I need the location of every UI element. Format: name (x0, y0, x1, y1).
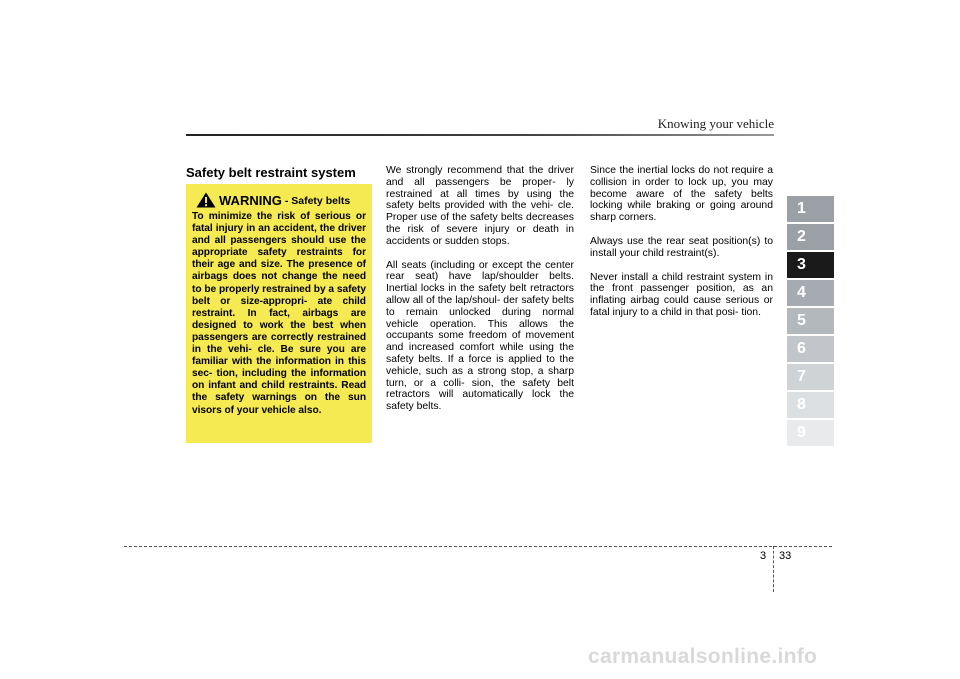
warning-body: To minimize the risk of serious or fatal injury in an accident, the driver and all passengers should use the appropriate safety restraints for their age and size. The presence of airbags does not change the need to be properly restrained by a safety belt or size-appropri- ate child restraint. In fact, airbags are designed to work the best when passengers are correctly restrained in the vehi- cle. Be sure you are familiar with the information in this sec- tion, including the information on infant and child restraints. Read the safety warnings on the sun visors of your vehicle also. (192, 211, 366, 416)
chapter-tab-2[interactable] (787, 224, 834, 250)
footer-divider (773, 546, 774, 592)
chapter-tab-4[interactable] (787, 280, 834, 306)
chapter-tab-7[interactable] (787, 364, 834, 390)
header-title: Knowing your vehicle (657, 116, 774, 131)
col2-paragraph-1: We strongly recommend that the driver and all passengers be proper- ly restrained at all times by using the safety belts provided with the vehi- cle. Proper use of the safety belts decreases the risk of severe injury or death in accidents or sudden stops. (386, 165, 574, 247)
col3-paragraph-2: Always use the rear seat position(s) to install your child restraint(s). (590, 235, 773, 259)
chapter-tab-label: 7 (797, 368, 806, 385)
chapter-tab-label: 6 (797, 340, 806, 357)
section-title: Safety belt restraint system (186, 165, 356, 180)
warning-triangle-icon (196, 192, 216, 208)
chapter-tab-label: 3 (797, 256, 806, 273)
chapter-tab-label: 4 (797, 284, 806, 301)
watermark: carmanualsonline.info (588, 645, 818, 668)
chapter-tab-label: 8 (797, 396, 806, 413)
footer-rule (124, 546, 832, 547)
warning-box (186, 184, 372, 443)
column-2 (386, 165, 574, 425)
chapter-tabs (787, 196, 834, 448)
chapter-tab-label: 9 (797, 424, 806, 441)
chapter-tab-9[interactable] (787, 420, 834, 446)
chapter-tab-8[interactable] (787, 392, 834, 418)
chapter-tab-6[interactable] (787, 336, 834, 362)
header-rule (186, 134, 774, 136)
chapter-tab-1[interactable] (787, 196, 834, 222)
chapter-tab-5[interactable] (787, 308, 834, 334)
chapter-tab-label: 2 (797, 228, 806, 245)
chapter-tab-label: 5 (797, 312, 806, 329)
page-chapter: 3 (760, 550, 767, 562)
chapter-tab-3[interactable] (787, 252, 834, 278)
chapter-tab-label: 1 (797, 200, 806, 217)
warning-word: WARNING (219, 193, 282, 208)
warning-header (192, 190, 366, 208)
page-number: 33 (779, 550, 792, 562)
col3-paragraph-1: Since the inertial locks do not require a collision in order to lock up, you may become aware of the safety belts locking while braking or going around sharp corners. (590, 165, 773, 224)
column-3 (590, 165, 773, 331)
col3-paragraph-3: Never install a child restraint system in the front passenger position, as an inflating airbag could cause serious or fatal injury to a child in that posi- tion. (590, 271, 773, 318)
col2-paragraph-2: All seats (including or except the center rear seat) have lap/shoulder belts. Inertial locks in the safety belt retractors allow all of the lap/shoul- der safety belts to remain unlocked during normal vehicle operation. This allows the occupants some freedom of movement and increased comfort while using the safety belts. If a force is applied to the vehicle, such as a strong stop, a sharp turn, or a colli- sion, the safety belt retractors will automatically lock the safety belts. (386, 259, 574, 413)
warning-subtitle: - Safety belts (284, 195, 351, 207)
